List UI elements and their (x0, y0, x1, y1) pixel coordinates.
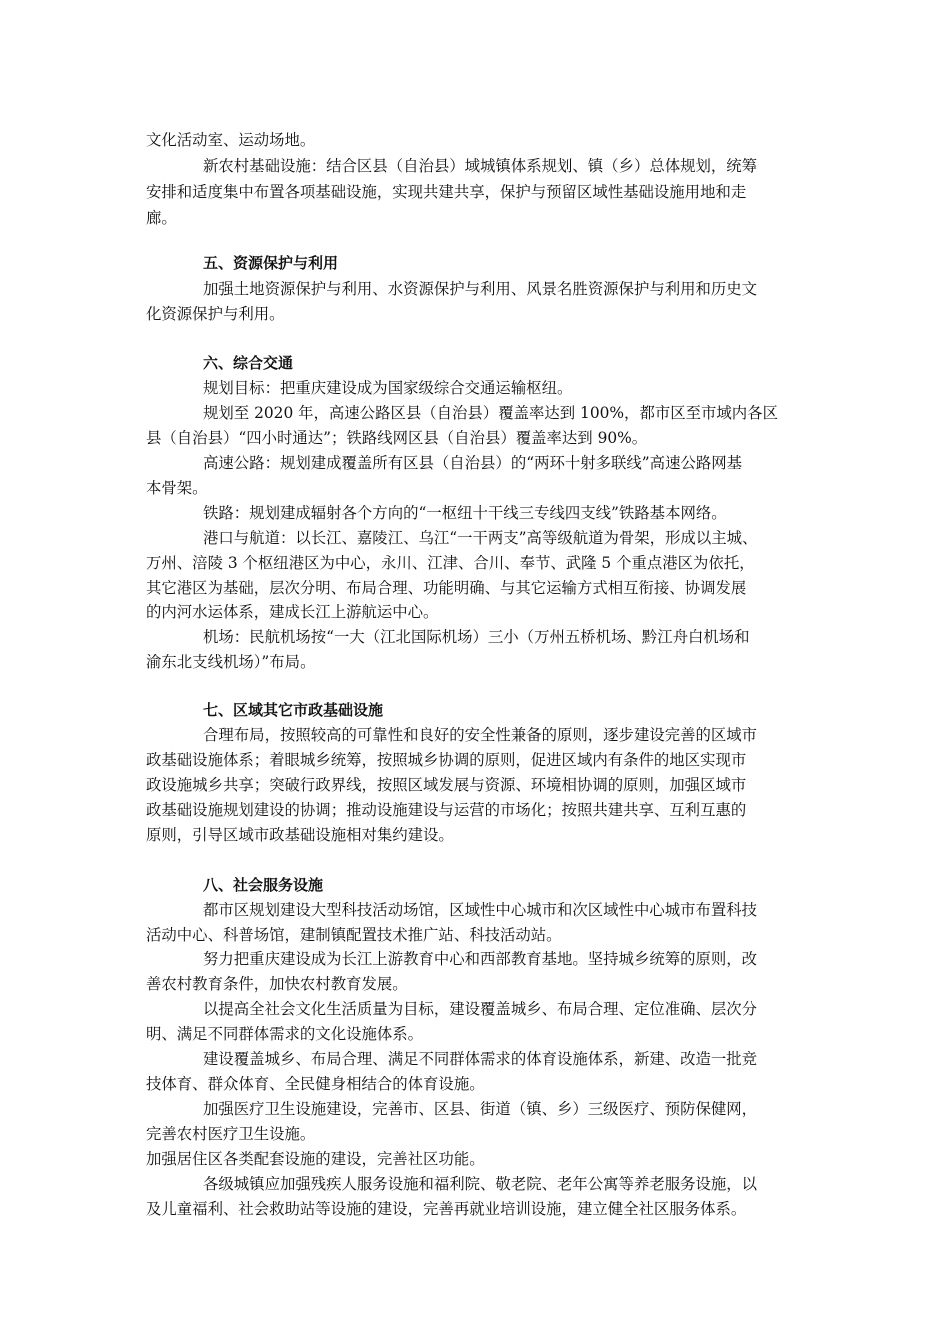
text-line: 以提高全社会文化生活质量为目标，建设覆盖城乡、布局合理、定位准确、层次分 (203, 1000, 758, 1018)
text-line: 明、满足不同群体需求的文化设施体系。 (146, 1025, 424, 1043)
text-line: 廊。 (146, 209, 177, 227)
text-line: 文化活动室、运动场地。 (146, 131, 316, 149)
text-line: 渝东北支线机场）”布局。 (146, 653, 316, 671)
section-heading: 八、社会服务设施 (203, 876, 324, 894)
text-line: 完善农村医疗卫生设施。 (146, 1125, 316, 1143)
section-heading: 七、区域其它市政基础设施 (203, 701, 384, 719)
text-line: 规划目标：把重庆建设成为国家级综合交通运输枢纽。 (203, 379, 573, 397)
text-line: 县（自治县）“四小时通达”；铁路线网区县（自治县）覆盖率达到 90%。 (146, 429, 648, 447)
text-line: 努力把重庆建设成为长江上游教育中心和西部教育基地。坚持城乡统筹的原则，改 (203, 950, 758, 968)
text-line: 政设施城乡共享；突破行政界线，按照区域发展与资源、环境相协调的原则，加强区域市 (146, 776, 747, 794)
text-line: 其它港区为基础，层次分明、布局合理、功能明确、与其它运输方式相互衔接、协调发展 (146, 579, 747, 597)
text-line: 善农村教育条件，加快农村教育发展。 (146, 975, 408, 993)
text-line: 铁路：规划建成辐射各个方向的“一枢纽十干线三专线四支线”铁路基本网络。 (203, 504, 727, 522)
text-line: 万州、涪陵 3 个枢纽港区为中心，永川、江津、合川、奉节、武隆 5 个重点港区为依托， (146, 554, 755, 572)
text-line: 安排和适度集中布置各项基础设施，实现共建共享，保护与预留区域性基础设施用地和走 (146, 183, 747, 201)
text-line: 高速公路：规划建成覆盖所有区县（自治县）的“两环十射多联线”高速公路网基 (203, 454, 743, 472)
text-line: 加强居住区各类配套设施的建设，完善社区功能。 (146, 1150, 485, 1168)
text-line: 新农村基础设施：结合区县（自治县）域城镇体系规划、镇（乡）总体规划，统筹 (203, 157, 758, 175)
section-heading: 六、综合交通 (203, 354, 294, 372)
text-line: 活动中心、科普场馆，建制镇配置技术推广站、科技活动站。 (146, 926, 562, 944)
text-line: 港口与航道：以长江、嘉陵江、乌江“一干两支”高等级航道为骨架，形成以主城、 (203, 529, 758, 547)
text-line: 规划至 2020 年，高速公路区县（自治县）覆盖率达到 100%，都市区至市域内各区 (203, 404, 778, 422)
text-line: 政基础设施体系；着眼城乡统筹，按照城乡协调的原则，促进区域内有条件的地区实现市 (146, 751, 747, 769)
text-line: 合理布局，按照较高的可靠性和良好的安全性兼备的原则，逐步建设完善的区域市 (203, 726, 758, 744)
text-line: 建设覆盖城乡、布局合理、满足不同群体需求的体育设施体系，新建、改造一批竞 (203, 1050, 758, 1068)
text-line: 各级城镇应加强残疾人服务设施和福利院、敬老院、老年公寓等养老服务设施，以 (203, 1175, 758, 1193)
section-heading: 五、资源保护与利用 (203, 254, 339, 272)
text-line: 政基础设施规划建设的协调；推动设施建设与运营的市场化；按照共建共享、互利互惠的 (146, 801, 747, 819)
text-line: 加强土地资源保护与利用、水资源保护与利用、风景名胜资源保护与利用和历史文 (203, 280, 758, 298)
text-line: 都市区规划建设大型科技活动场馆，区域性中心城市和次区域性中心城市布置科技 (203, 901, 758, 919)
text-line: 原则，引导区域市政基础设施相对集约建设。 (146, 826, 454, 844)
text-line: 本骨架。 (146, 479, 208, 497)
text-line: 化资源保护与利用。 (146, 305, 285, 323)
text-line: 加强医疗卫生设施建设，完善市、区县、街道（镇、乡）三级医疗、预防保健网， (203, 1100, 758, 1118)
text-line: 机场：民航机场按“一大（江北国际机场）三小（万州五桥机场、黔江舟白机场和 (203, 628, 750, 646)
text-line: 技体育、群众体育、全民健身相结合的体育设施。 (146, 1075, 485, 1093)
text-line: 及儿童福利、社会救助站等设施的建设，完善再就业培训设施，建立健全社区服务体系。 (146, 1200, 747, 1218)
text-line: 的内河水运体系，建成长江上游航运中心。 (146, 603, 439, 621)
